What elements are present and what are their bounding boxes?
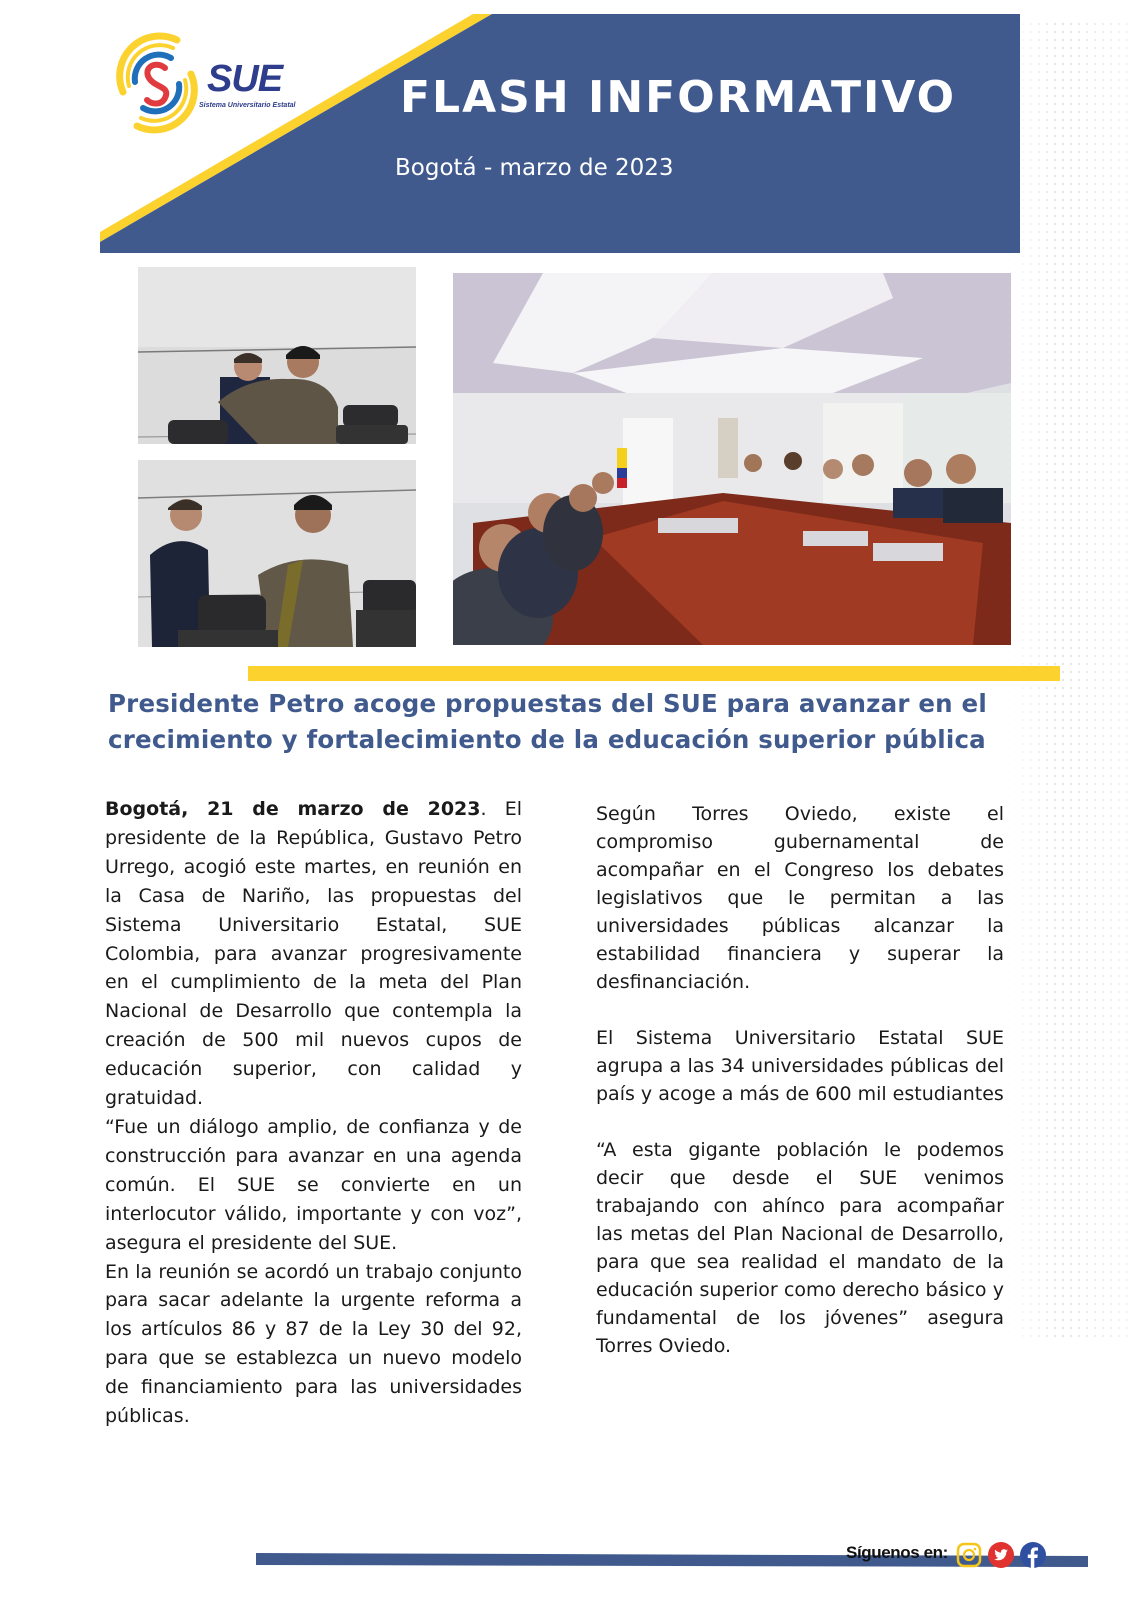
photo-meeting-room [453,273,1011,645]
logo-subtitle: Sistema Universitario Estatal [199,102,296,109]
paragraph-quote: “Fue un diálogo amplio, de confianza y de construcción para avanzar en una agenda común. El SUE se convierte en un interlocutor válido, importante y con voz”, asegura el presidente del SUE. [105,1115,522,1254]
paragraph-closing-quote: “A esta gigante población le podemos decir que desde el SUE venimos trabajando con ahínco para acompañar las metas del Plan Nacional de Desarrollo, para que sea realidad el mandato de la educación superior como derecho básico y fundamental de los jóvenes” asegura Torres Oviedo. [596,1139,1004,1357]
paragraph-agreement: En la reunión se acordó un trabajo conjunto para sacar adelante la urgente reforma a los artículos 86 y 87 de la Ley 30 del 92, para que se establezca un nuevo modelo de financiamiento para las universidades públicas. [105,1260,522,1428]
logo-wordmark: SUE [207,58,283,100]
paragraph-commitment: Según Torres Oviedo, existe el compromiso gubernamental de acompañar en el Congreso los debates legislativos que le permitan a las universidades públicas alcanzar la estabilidad financiera y superar la desfinanciación. [596,803,1004,993]
photo-embrace [138,267,416,444]
article-right-column [596,800,1004,1360]
article-left-column [105,795,522,1431]
paragraph-spacer [596,1108,1004,1136]
photo-handshake [138,460,416,647]
paragraph-spacer [596,996,1004,1024]
twitter-icon[interactable] [987,1541,1015,1569]
lead-text: . El presidente de la República, Gustavo Petro Urrego, acogió este martes, en reunión en la Casa de Nariño, las propuestas del Sistema Universitario Estatal, SUE Colombia, para avanzar progresivamente en el cumplimiento de la meta del Plan Nacional de Desarrollo que contempla la creación de 500 mil nuevos cupos de educación superior, con calidad y gratuidad. [105,798,522,1110]
sue-swirl-icon [115,30,199,136]
banner-title: FLASH INFORMATIVO [400,72,957,123]
follow-us-label: Síguenos en: [846,1543,948,1562]
article-headline: Presidente Petro acoge propuestas del SUE para avanzar en el crecimiento y fortalecimiento de la educación superior pública [108,689,987,754]
lead-dateline: Bogotá, 21 de marzo de 2023 [105,798,481,820]
paragraph-sue-info: El Sistema Universitario Estatal SUE agrupa a las 34 universidades públicas del país y acoge a más de 600 mil estudiantes [596,1027,1004,1105]
paragraph-lead [105,795,522,1113]
facebook-icon[interactable] [1019,1541,1047,1569]
banner-dateline: Bogotá - marzo de 2023 [395,155,674,181]
accent-bar [248,666,1060,681]
instagram-icon[interactable] [955,1541,983,1569]
sue-logo [115,30,295,136]
